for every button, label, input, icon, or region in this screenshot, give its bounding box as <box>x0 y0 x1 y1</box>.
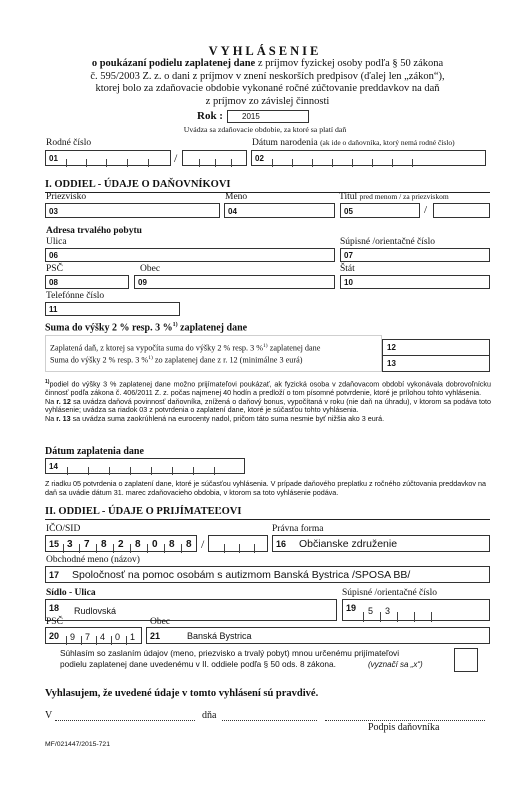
field-number-07: 07 <box>344 251 353 260</box>
footnote-3-pre: Na <box>45 413 55 423</box>
suma-line-13-sup: 1) <box>148 355 153 361</box>
footnote-3-ref: r. 13 <box>54 413 71 423</box>
pravna-forma-field[interactable] <box>272 535 490 552</box>
field-number-09: 09 <box>138 278 147 287</box>
sidlo-obec-label: Obec <box>150 617 171 627</box>
titul-text: Titul <box>339 192 358 202</box>
field-number-13: 13 <box>387 359 396 368</box>
priezvisko-field[interactable] <box>45 203 220 218</box>
obchodne-meno-label: Obchodné meno (názov) <box>46 555 140 565</box>
supisne-digit-1: 5 <box>368 606 374 616</box>
obec-label: Obec <box>140 264 161 274</box>
titul-field-a[interactable] <box>340 203 420 218</box>
field-number-18: 18 <box>49 603 60 613</box>
ico-digit-6: 0 <box>152 539 158 550</box>
signature-field[interactable] <box>325 712 485 721</box>
field-number-08: 08 <box>49 278 58 287</box>
ico-slash: / <box>201 537 205 551</box>
adresa-title: Adresa trvalého pobytu <box>46 226 142 236</box>
meno-label: Meno <box>225 192 248 202</box>
suma-field-12[interactable] <box>382 339 490 356</box>
place-field[interactable] <box>55 712 195 721</box>
suma-line-12-text: Zaplatená daň, z ktorej sa vypočíta suma do výšky 2 % resp. 3 % <box>50 343 264 353</box>
ico-digit-4: 2 <box>118 539 124 550</box>
subtitle-line4: z príjmov zo závislej činnosti <box>205 95 330 107</box>
suma-title <box>45 322 247 333</box>
ico-digit-7: 8 <box>169 539 175 550</box>
pravna-forma-value: Občianske združenie <box>299 538 398 550</box>
sidlo-supisne-label: Súpisné /orientačné číslo <box>342 588 437 598</box>
titul-slash: / <box>424 204 428 216</box>
ico-digit-3: 8 <box>101 539 107 550</box>
field-number-14: 14 <box>49 462 58 471</box>
footnote-1 <box>45 378 491 398</box>
sidlo-obec-value: Banská Bystrica <box>187 631 252 641</box>
datum-zaplatenia-title: Dátum zaplatenia dane <box>45 446 144 457</box>
date-label: dňa <box>202 710 217 721</box>
field-number-06: 06 <box>49 251 58 260</box>
sidlo-psc-field[interactable] <box>45 627 142 644</box>
psc-label: PSČ <box>46 264 63 274</box>
ulica-label: Ulica <box>46 237 67 247</box>
meno-field[interactable] <box>224 203 335 218</box>
suma-title-sup: 1) <box>172 322 178 328</box>
supisne-field[interactable] <box>340 248 490 262</box>
suma-title-text: Suma do výšky 2 % resp. 3 % <box>45 322 173 334</box>
stat-field[interactable] <box>340 275 490 289</box>
field-number-20: 20 <box>49 631 60 641</box>
footnote-1-sup: 1) <box>45 379 50 385</box>
suma-line-13-rest: zo zaplatenej dane z r. 12 (minimálne 3 eurá) <box>152 355 303 365</box>
sidlo-obec-field[interactable] <box>146 627 490 644</box>
field-number-12: 12 <box>387 343 396 352</box>
sidlo-ulica-value: Rudlovská <box>74 606 117 616</box>
consent-checkbox[interactable] <box>454 648 478 672</box>
year-note: Uvádza sa zdaňovacie obdobie, za ktoré sa platí daň <box>183 125 347 134</box>
field-number-04: 04 <box>228 207 237 216</box>
place-label: V <box>45 710 53 721</box>
ico-digit-8: 8 <box>186 539 192 550</box>
year-label: Rok : <box>197 110 223 122</box>
field-number-16: 16 <box>276 539 287 549</box>
footnote-3-text: sa uvádza suma zaokrúhlená na eurocenty nadol, pričom táto suma nesmie byť nižšia ako 3 eurá. <box>70 413 385 423</box>
obchodne-meno-field[interactable] <box>45 566 490 583</box>
subtitle-line3: ktorej bolo za zdaňovacie obdobie vykonané ročné zúčtovanie preddavkov na daň <box>95 83 440 94</box>
consent-note: (vyznačí sa „x“) <box>368 660 423 669</box>
footnote-2-ref: r. 12 <box>54 396 71 406</box>
suma-title-rest: zaplatenej dane <box>177 322 248 334</box>
datum-narodenia-note: (ak ide o daňovníka, ktorý nemá rodné číslo) <box>320 138 455 147</box>
consent-text: Súhlasím so zaslaním údajov (meno, priezvisko a trvalý pobyt) mnou určenému prijímateľovi podielu zaplatenej dane uvedenému v II. oddiele podľa § 50 ods. 8 zákona. <box>60 648 400 669</box>
titul-note: pred menom / za priezviskom <box>359 192 449 201</box>
rodne-cislo-field-b[interactable] <box>182 150 247 166</box>
pravna-forma-label: Právna forma <box>272 524 324 534</box>
datum-zaplatenia-field[interactable] <box>45 458 245 474</box>
psc-digit-5: 1 <box>130 632 136 642</box>
ico-digit-5: 8 <box>135 539 141 550</box>
rodne-cislo-label: Rodné číslo <box>46 138 92 148</box>
datum-narodenia-text: Dátum narodenia <box>252 138 318 148</box>
psc-digit-1: 9 <box>70 632 76 642</box>
form-code: MF/021447/2015-721 <box>45 741 110 748</box>
field-number-02: 02 <box>255 154 264 163</box>
datum-zaplatenia-note: Z riadku 05 potvrdenia o zaplatení dane, ktoré je súčasťou vyhlásenia. V prípade daňového preplatku z ročného zúčtovania preddavkov na daň sa uvádie dátum 31. marec zdaňovacieho obdobia, v ktorom sa toto vyhlásenie podáva. <box>45 479 487 497</box>
supisne-digit-2: 3 <box>385 606 391 616</box>
field-number-01: 01 <box>49 154 58 163</box>
field-number-05: 05 <box>344 207 353 216</box>
suma-field-13[interactable] <box>382 355 490 372</box>
form-title: VYHLÁSENIE <box>208 44 322 58</box>
year-value: 2015 <box>242 112 260 121</box>
datum-narodenia-label <box>252 138 455 148</box>
subtitle-bold: o poukázaní podielu zaplatenej dane <box>91 58 256 69</box>
sidlo-psc-label: PSČ <box>46 617 63 627</box>
ico-label: IČO/SID <box>46 524 81 534</box>
field-number-10: 10 <box>344 278 353 287</box>
sidlo-ulica-field[interactable] <box>45 599 337 621</box>
rodne-cislo-slash: / <box>174 151 178 165</box>
sidlo-supisne-field[interactable] <box>342 599 490 621</box>
sidlo-ulica-label: Sídlo - Ulica <box>46 588 96 598</box>
ico-field-a[interactable] <box>45 535 197 552</box>
titul-field-b[interactable] <box>433 203 490 218</box>
datum-narodenia-field[interactable] <box>251 150 486 166</box>
footnote-2 <box>45 398 491 415</box>
suma-line-12-sup: 1) <box>263 343 268 349</box>
section-2-title: II. ODDIEL - ÚDAJE O PRIJÍMATEĽOVI <box>45 506 242 517</box>
psc-digit-4: 0 <box>115 632 121 642</box>
suma-line-13 <box>50 355 302 365</box>
ico-digit-2: 7 <box>84 539 90 550</box>
date-field[interactable] <box>222 712 317 721</box>
psc-field[interactable] <box>45 275 129 289</box>
suma-panel <box>45 335 382 372</box>
field-number-11: 11 <box>49 305 58 314</box>
stat-label: Štát <box>340 264 355 274</box>
subtitle-rest: z príjmov fyzickej osoby podľa § 50 zákona <box>257 58 444 69</box>
suma-line-12 <box>50 343 320 353</box>
titul-label <box>339 192 449 202</box>
year-row <box>0 110 530 123</box>
field-number-21: 21 <box>150 631 161 641</box>
telefon-field[interactable] <box>45 302 180 316</box>
footnote-1-text: podiel do výšky 3 % zaplatenej dane možno prijímateľovi poukázať, ak fyzická osoba v zdaňovacom období vykonávala dobrovoľnícku činnosť podľa zákona č. 406/2011 Z. z. počas najmenej 40 hodín a predloží o tom písomné potvrdenie, ktoré je prílohou tohto vyhlásenia. <box>45 379 491 397</box>
psc-digit-3: 4 <box>100 632 106 642</box>
field-number-15: 15 <box>49 539 60 549</box>
form-subtitle <box>40 58 495 108</box>
section-2-divider <box>45 519 490 520</box>
subtitle-line2: č. 595/2003 Z. z. o dani z príjmov v znení neskorších predpisov (ďalej len „zákon“), <box>90 70 445 82</box>
telefon-label: Telefónne číslo <box>46 291 105 301</box>
ico-field-b[interactable] <box>208 535 268 552</box>
declaration-text: Vyhlasujem, že uvedené údaje v tomto vyhlásení sú pravdivé. <box>45 688 319 699</box>
footnote-3 <box>45 415 491 424</box>
supisne-label: Súpisné /orientačné číslo <box>340 237 435 247</box>
ulica-field[interactable] <box>45 248 335 262</box>
priezvisko-label: Priezvisko <box>46 192 87 202</box>
footnote-2-text: sa uvádza daňová povinnosť daňovníka, znížená o daňový bonus, vypočítaná v roku (nie daň na úhradu), v ktorom sa podáva toto vyhlásenie; uvádza sa riadok 03 z potvrdenia o zaplatení dane, ktoré je súčasťou tohto vyhlásenia. <box>45 396 491 415</box>
field-number-03: 03 <box>49 207 58 216</box>
year-field[interactable] <box>227 110 309 123</box>
rodne-cislo-field-a[interactable] <box>45 150 171 166</box>
obec-field[interactable] <box>134 275 335 289</box>
footnotes <box>45 378 491 423</box>
ico-digit-1: 3 <box>67 539 73 550</box>
suma-line-12-rest: zaplatenej dane <box>267 343 321 353</box>
psc-digit-2: 7 <box>85 632 91 642</box>
section-1-title: I. ODDIEL - ÚDAJE O DAŇOVNÍKOVI <box>45 179 231 190</box>
field-number-19: 19 <box>346 603 357 613</box>
signature-label: Podpis daňovníka <box>368 722 440 733</box>
suma-line-13-text: Suma do výšky 2 % resp. 3 % <box>50 355 149 365</box>
footnote-2-pre: Na <box>45 396 55 406</box>
obchodne-meno-value: Spoločnosť na pomoc osobám s autizmom Banská Bystrica /SPOSA BB/ <box>72 569 411 581</box>
field-number-17: 17 <box>49 570 60 580</box>
